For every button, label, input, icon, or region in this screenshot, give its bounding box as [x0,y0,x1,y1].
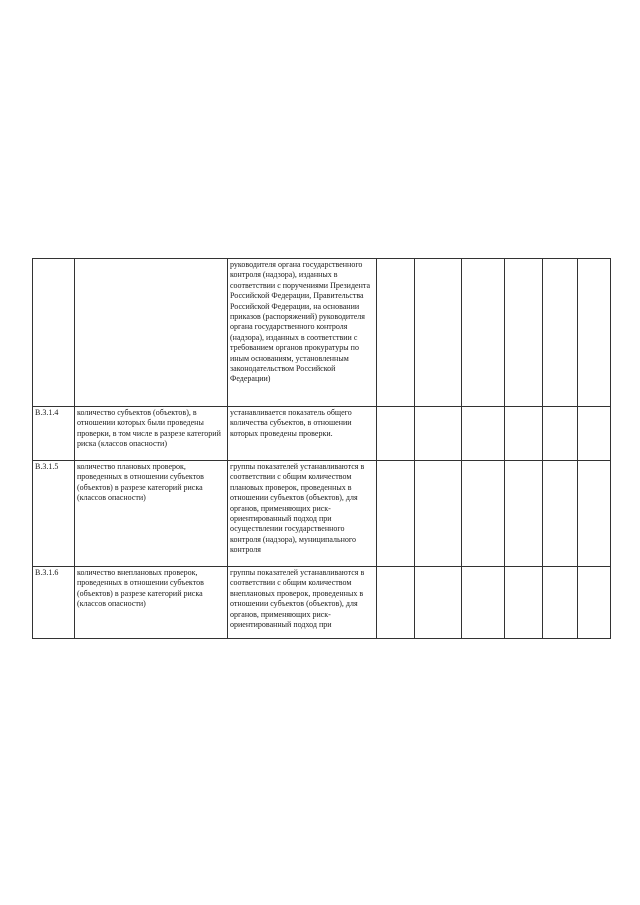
name-cell: количество внеплановых проверок, проведенных в отношении субъектов (объектов) в разрезе категорий риска (классов опасности) [75,567,228,639]
empty-cell [415,567,462,639]
empty-cell [543,567,578,639]
empty-cell [505,567,543,639]
empty-cell [578,461,611,567]
empty-cell [505,259,543,407]
empty-cell [462,407,505,461]
empty-cell [415,259,462,407]
empty-cell [377,461,415,567]
table-row [33,567,611,639]
empty-cell [543,407,578,461]
empty-cell [462,567,505,639]
empty-cell [543,461,578,567]
code-cell: В.3.1.5 [33,461,75,567]
empty-cell [377,259,415,407]
empty-cell [462,259,505,407]
description-cell: группы показателей устанавливаются в соответствии с общим количеством плановых проверок, проведенных в отношении субъектов (объектов), для органов, применяющих риск-ориентированный подход при осуществлении государственного контроля (надзора), муниципального контроля [228,461,377,567]
empty-cell [578,259,611,407]
empty-cell [462,461,505,567]
table-row [33,407,611,461]
description-cell: руководителя органа государственного контроля (надзора), изданных в соответствии с поручениями Президента Российской Федерации, Правительства Российской Федерации, на основании приказов (распоряжений) руководителя органа государственного контроля (надзора), изданных в соответствии с требованием органов прокуратуры по иным основаниям, установленным законодательством Российской Федерации) [228,259,377,407]
description-cell: устанавливается показатель общего количества субъектов, в отношении которых проведены проверки. [228,407,377,461]
empty-cell [505,461,543,567]
empty-cell [578,407,611,461]
empty-cell [377,407,415,461]
empty-cell [415,407,462,461]
empty-cell [543,259,578,407]
code-cell: В.3.1.6 [33,567,75,639]
code-cell [33,259,75,407]
table-row [33,461,611,567]
indicators-table [32,258,611,639]
table-row [33,259,611,407]
empty-cell [505,407,543,461]
code-cell: В.3.1.4 [33,407,75,461]
name-cell [75,259,228,407]
name-cell: количество плановых проверок, проведенных в отношении субъектов (объектов) в разрезе категорий риска (классов опасности) [75,461,228,567]
name-cell: количество субъектов (объектов), в отношении которых были проведены проверки, в том числе в разрезе категорий риска (классов опасности) [75,407,228,461]
empty-cell [578,567,611,639]
empty-cell [377,567,415,639]
description-cell: группы показателей устанавливаются в соответствии с общим количеством внеплановых проверок, проведенных в отношении субъектов (объектов), для органов, применяющих риск-ориентированный подход при [228,567,377,639]
empty-cell [415,461,462,567]
